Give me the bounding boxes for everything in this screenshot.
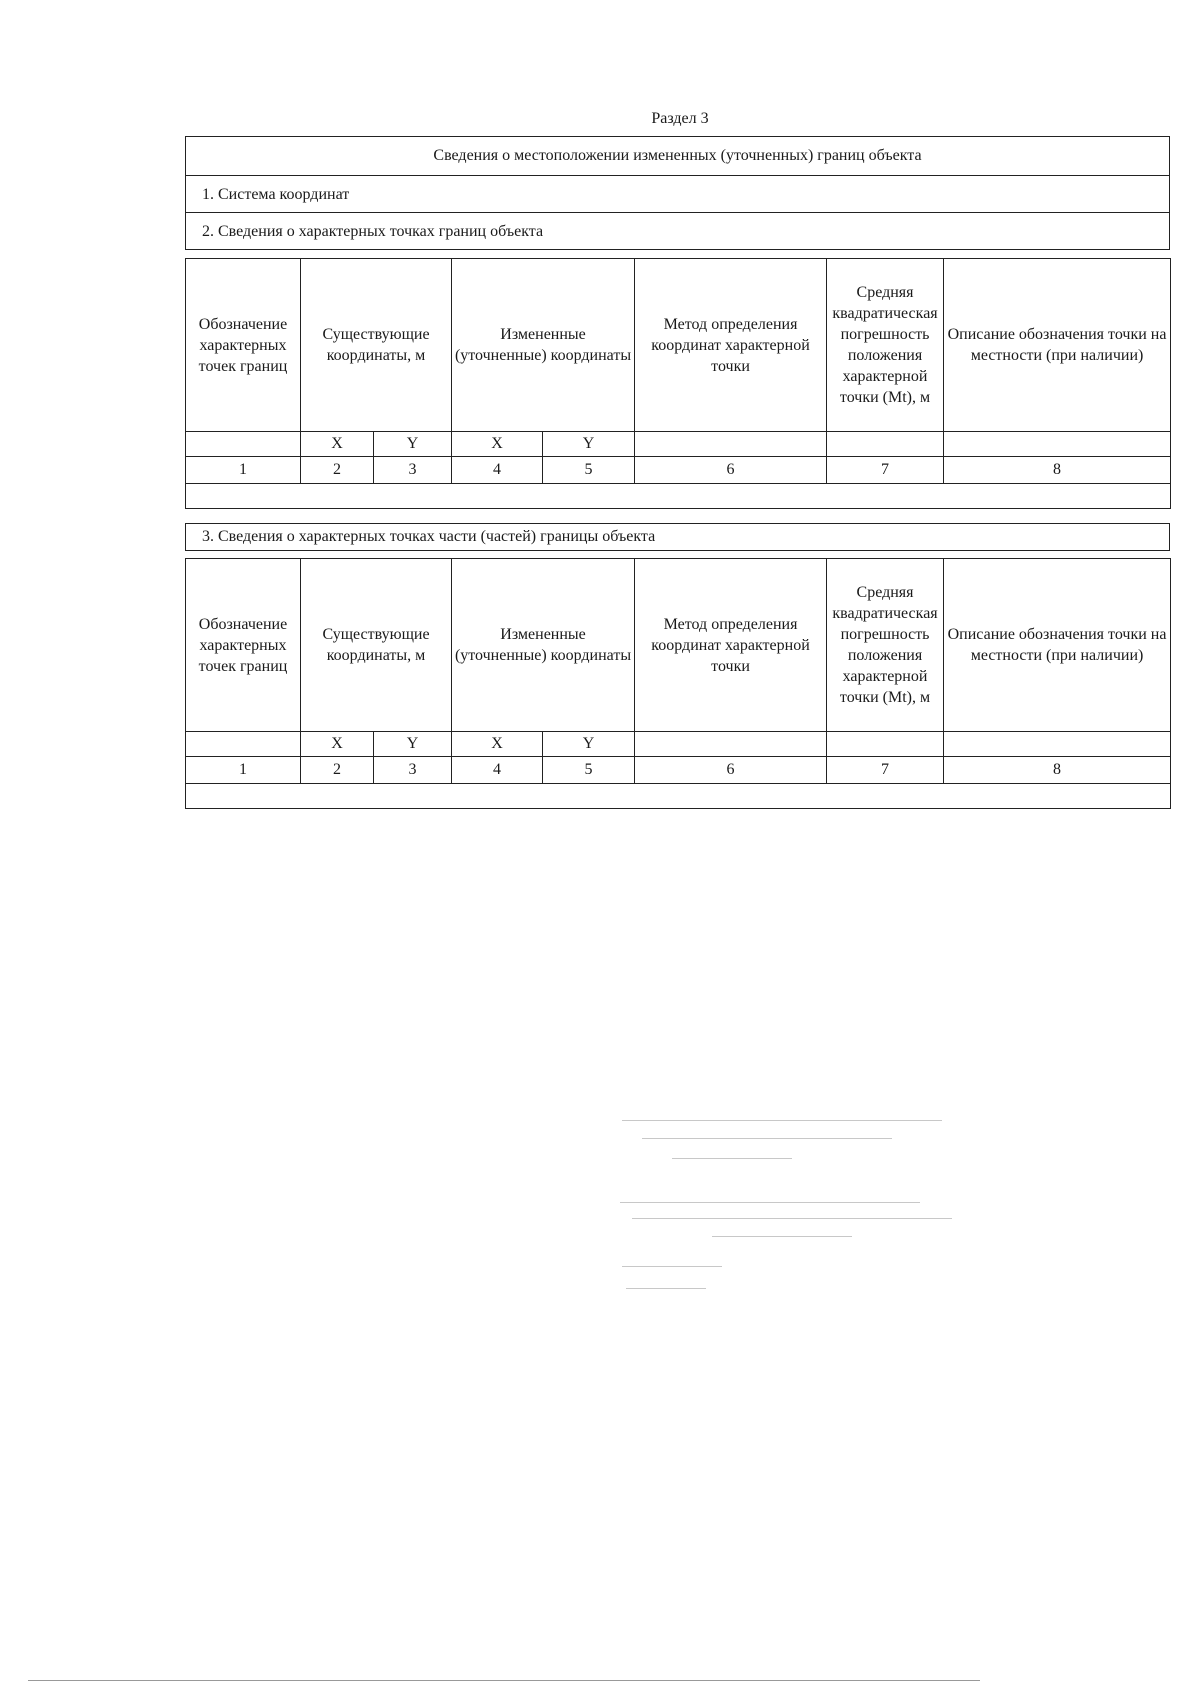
column-number: 1 — [186, 757, 301, 784]
page-edge-line — [28, 1680, 980, 1681]
section-title: Раздел 3 — [651, 110, 709, 127]
column-number: 8 — [944, 457, 1171, 484]
header-existing-coords: Существующие координаты, м — [301, 259, 452, 432]
subheader-cell — [635, 732, 827, 757]
header-changed-coords: Измененные (уточненные) координаты — [452, 559, 635, 732]
subheader-x: X — [452, 432, 543, 457]
subheader-y: Y — [543, 432, 635, 457]
header-error: Средняя квадратическая погрешность положения характерной точки (Mt), м — [827, 559, 944, 732]
column-number: 1 — [186, 457, 301, 484]
subheader-cell — [186, 432, 301, 457]
empty-row — [186, 784, 1171, 809]
header-point-designation: Обозначение характерных точек границ — [186, 259, 301, 432]
faded-stamp-marks — [612, 1090, 982, 1300]
column-number: 2 — [301, 457, 374, 484]
header-existing-coords: Существующие координаты, м — [301, 559, 452, 732]
header-method: Метод определения координат характерной точки — [635, 259, 827, 432]
column-number: 4 — [452, 457, 543, 484]
subheader-x: X — [301, 732, 374, 757]
subheader-cell — [944, 732, 1171, 757]
subheader-cell — [944, 432, 1171, 457]
coordinate-system-row: 1. Система координат — [185, 175, 1170, 213]
column-number: 5 — [543, 457, 635, 484]
subheader-y: Y — [543, 732, 635, 757]
boundary-points-table — [185, 258, 1171, 509]
part-points-table — [185, 558, 1171, 809]
subheader-cell — [635, 432, 827, 457]
header-point-designation: Обозначение характерных точек границ — [186, 559, 301, 732]
header-error: Средняя квадратическая погрешность положения характерной точки (Mt), м — [827, 259, 944, 432]
subheader-x: X — [452, 732, 543, 757]
header-description: Описание обозначения точки на местности (при наличии) — [944, 559, 1171, 732]
subheader-cell — [827, 732, 944, 757]
column-number: 7 — [827, 457, 944, 484]
header-method: Метод определения координат характерной точки — [635, 559, 827, 732]
empty-row — [186, 484, 1171, 509]
column-number: 6 — [635, 457, 827, 484]
column-number: 2 — [301, 757, 374, 784]
points-heading-row: 2. Сведения о характерных точках границ объекта — [185, 212, 1170, 250]
column-number: 3 — [374, 457, 452, 484]
subheader-y: Y — [374, 732, 452, 757]
column-number: 4 — [452, 757, 543, 784]
column-number: 8 — [944, 757, 1171, 784]
subheader-y: Y — [374, 432, 452, 457]
subheader-x: X — [301, 432, 374, 457]
header-changed-coords: Измененные (уточненные) координаты — [452, 259, 635, 432]
subheader-cell — [827, 432, 944, 457]
column-number: 5 — [543, 757, 635, 784]
column-number: 3 — [374, 757, 452, 784]
parts-heading-row: 3. Сведения о характерных точках части (частей) границы объекта — [185, 523, 1170, 551]
subheader-cell — [186, 732, 301, 757]
header-description: Описание обозначения точки на местности (при наличии) — [944, 259, 1171, 432]
section-header: Сведения о местоположении измененных (уточненных) границ объекта — [185, 136, 1170, 176]
column-number: 7 — [827, 757, 944, 784]
column-number: 6 — [635, 757, 827, 784]
